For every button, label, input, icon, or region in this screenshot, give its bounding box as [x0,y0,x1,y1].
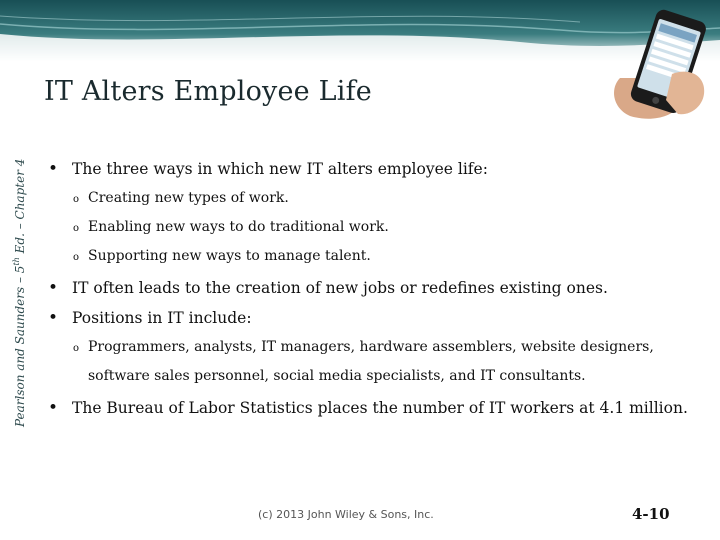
side-label-sup: th [12,257,21,266]
side-label [12,159,27,427]
side-label-suffix: Ed. – Chapter 4 [13,158,27,258]
sub-bullet-item: o Supporting new ways to manage talent. [46,242,696,271]
copyright-footer: (c) 2013 John Wiley & Sons, Inc. [258,508,434,521]
bullet-item: • The Bureau of Labor Statistics places the number of IT workers at 4.1 million. [46,393,696,423]
sub-bullet-item: o Programmers, analysts, IT managers, hardware assemblers, website designers, software sales personnel, social media specialists, and IT consultants. [46,333,696,391]
bullet-list [46,154,696,423]
smartphone-in-hand-image [600,8,720,120]
bullet-item: • The three ways in which new IT alters employee life: [46,154,696,184]
bullet-item: • IT often leads to the creation of new jobs or redefines existing ones. [46,273,696,303]
side-label-prefix: Pearlson and Saunders – 5 [13,265,27,427]
page-number: 4-10 [632,505,670,523]
sub-bullet-item: o Creating new types of work. [46,184,696,213]
slide-title: IT Alters Employee Life [44,76,372,107]
sub-bullet-item: o Enabling new ways to do traditional work. [46,213,696,242]
bullet-item: • Positions in IT include: [46,303,696,333]
